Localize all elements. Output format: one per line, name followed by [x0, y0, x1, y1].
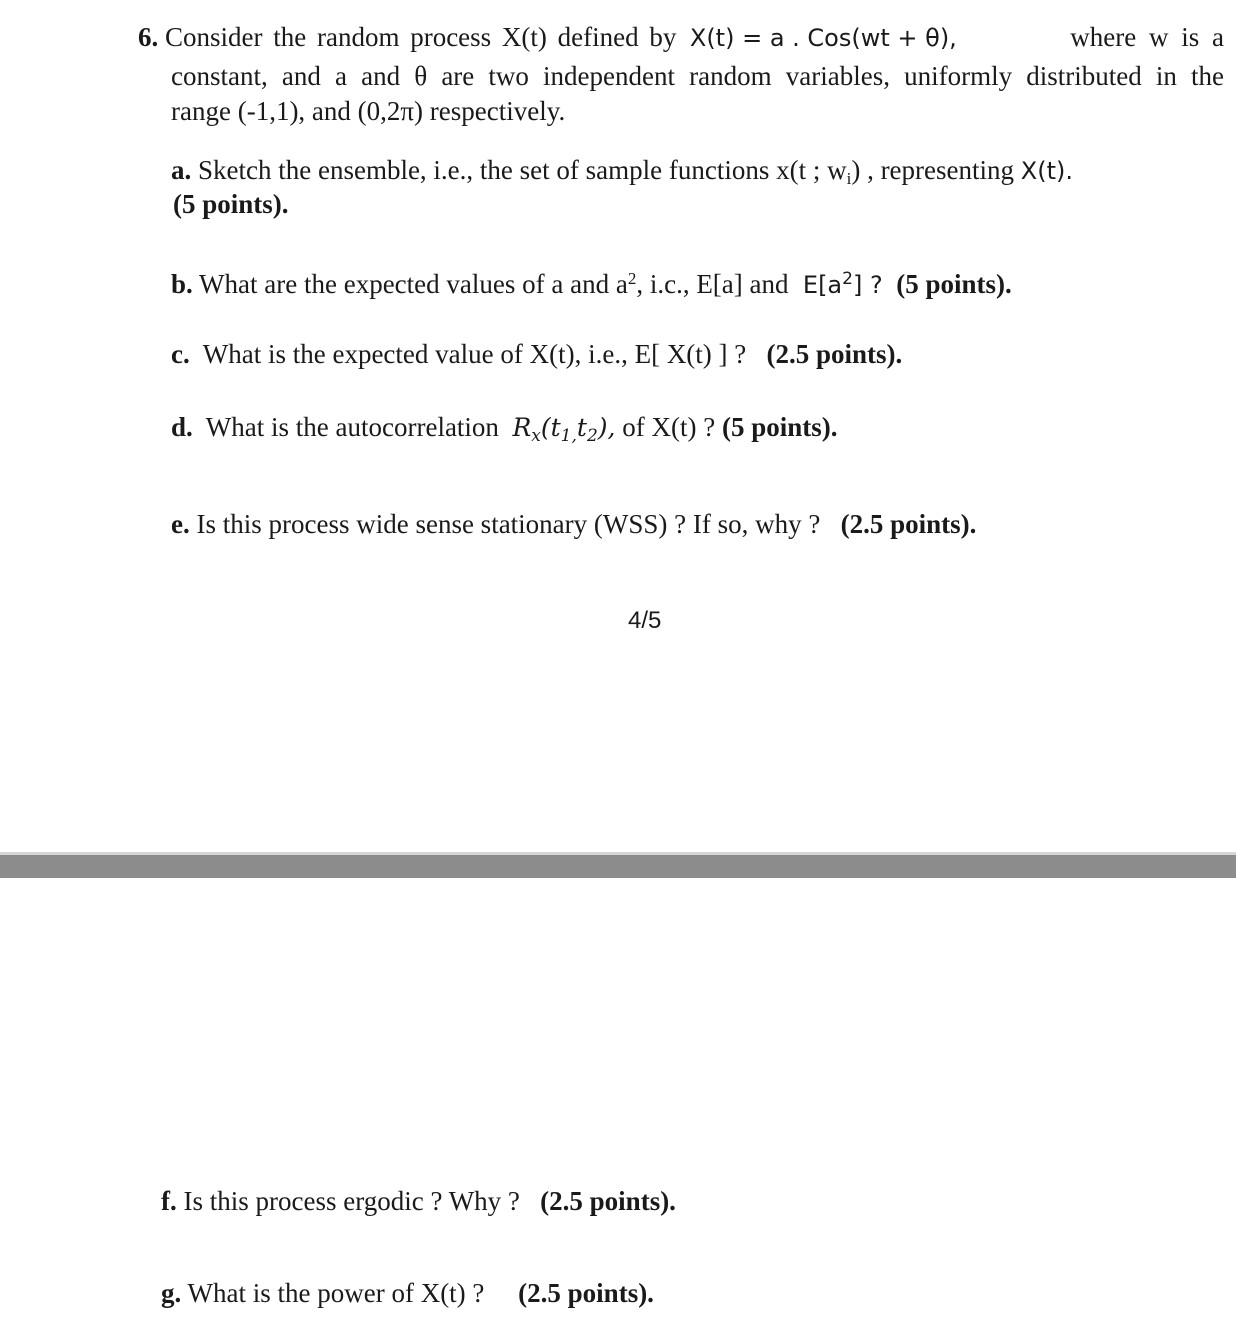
- part-a: a. Sketch the ensemble, i.e., the set of sample functions x(t ; $w_i$) , representing X(t).: [171, 155, 1073, 188]
- question-number: 6.: [138, 22, 159, 52]
- question-6-line-2: constant, and a and θ are two independent random variables, uniformly distributed in the: [171, 61, 1224, 91]
- page-5: [0, 878, 1236, 1336]
- part-d: d. What is the autocorrelation $R_x(t_{1,}t_2)$, of X(t) ? (5 points).: [171, 412, 838, 446]
- autocorrelation-formula: $R_x(t_{1,}t_2)$,: [512, 413, 616, 446]
- part-a-points: (5 points).: [173, 189, 289, 219]
- part-b: b. What are the expected values of a and $a^2$, i.c., E[a] and $E[a^2]$ ? (5 points).: [171, 269, 1012, 299]
- process-formula: X(t) = a . Cos(wt + θ),: [689, 24, 957, 52]
- part-f: f. Is this process ergodic ? Why ? (2.5 points).: [161, 1186, 676, 1216]
- page-separator: [0, 852, 1236, 878]
- part-e: e. Is this process wide sense stationary (WSS) ? If so, why ? (2.5 points).: [171, 509, 977, 539]
- question-6-line-1: 6. Consider the random process X(t) defined by X(t) = a . Cos(wt + θ), where w is a: [138, 22, 1224, 52]
- question-6-line-3: range (-1,1), and (0,2π) respectively.: [171, 96, 566, 126]
- page-number: 4/5: [628, 607, 662, 634]
- part-g: g. What is the power of X(t) ? (2.5 points).: [161, 1278, 654, 1308]
- part-c: c. What is the expected value of X(t), i.e., E[ X(t) ] ? (2.5 points).: [171, 339, 903, 369]
